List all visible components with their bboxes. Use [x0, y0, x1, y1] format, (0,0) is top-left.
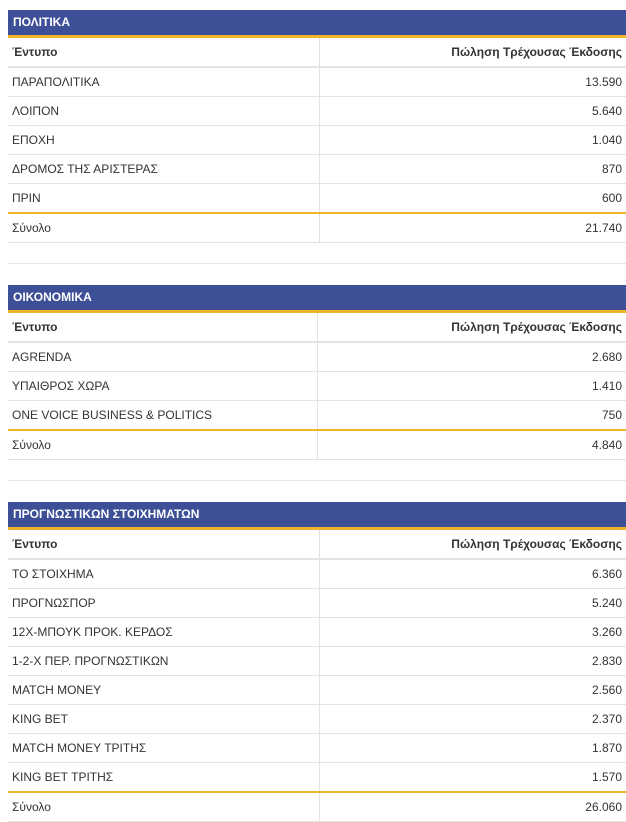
row-name: ΕΠΟΧΗ	[8, 126, 319, 155]
section-title: ΠΟΛΙΤΙΚΑ	[8, 10, 626, 38]
row-name: ONE VOICE BUSINESS & POLITICS	[8, 401, 317, 431]
total-row	[8, 430, 626, 460]
column-header-sales: Πώληση Τρέχουσας Έκδοσης	[319, 530, 626, 559]
section-politika	[8, 10, 626, 243]
row-value: 1.040	[319, 126, 626, 155]
row-name: KING BET ΤΡΙΤΗΣ	[8, 763, 319, 793]
column-header-sales: Πώληση Τρέχουσας Έκδοσης	[317, 313, 626, 342]
table-row	[8, 67, 626, 97]
row-value: 600	[319, 184, 626, 214]
row-name: AGRENDA	[8, 342, 317, 372]
row-value: 2.370	[319, 705, 626, 734]
section-prognostika	[8, 502, 626, 822]
divider	[8, 480, 626, 481]
column-header-title: Έντυπο	[8, 313, 317, 342]
sales-table	[8, 38, 626, 243]
table-row	[8, 559, 626, 589]
table-row	[8, 401, 626, 431]
sales-table	[8, 313, 626, 460]
row-value: 3.260	[319, 618, 626, 647]
row-value: 2.680	[317, 342, 626, 372]
row-value: 870	[319, 155, 626, 184]
table-header-row	[8, 38, 626, 67]
total-label: Σύνολο	[8, 213, 319, 243]
row-value: 2.560	[319, 676, 626, 705]
table-header-row	[8, 530, 626, 559]
row-value: 1.870	[319, 734, 626, 763]
total-row	[8, 213, 626, 243]
row-value: 2.830	[319, 647, 626, 676]
total-label: Σύνολο	[8, 430, 317, 460]
row-name: 12Χ-ΜΠΟΥΚ ΠΡΟΚ. ΚΕΡΔΟΣ	[8, 618, 319, 647]
table-header-row	[8, 313, 626, 342]
column-header-title: Έντυπο	[8, 530, 319, 559]
total-value: 4.840	[317, 430, 626, 460]
table-row	[8, 763, 626, 793]
column-header-title: Έντυπο	[8, 38, 319, 67]
row-name: MATCH MONEY ΤΡΙΤΗΣ	[8, 734, 319, 763]
section-oikonomika	[8, 285, 626, 460]
sales-table	[8, 530, 626, 822]
table-row	[8, 734, 626, 763]
divider	[8, 263, 626, 264]
total-value: 26.060	[319, 792, 626, 822]
row-value: 1.410	[317, 372, 626, 401]
table-row	[8, 618, 626, 647]
table-row	[8, 184, 626, 214]
column-header-sales: Πώληση Τρέχουσας Έκδοσης	[319, 38, 626, 67]
table-row	[8, 342, 626, 372]
row-value: 5.240	[319, 589, 626, 618]
row-name: KING BET	[8, 705, 319, 734]
table-row	[8, 705, 626, 734]
row-name: ΔΡΟΜΟΣ ΤΗΣ ΑΡΙΣΤΕΡΑΣ	[8, 155, 319, 184]
table-row	[8, 647, 626, 676]
section-title: ΠΡΟΓΝΩΣΤΙΚΩΝ ΣΤΟΙΧΗΜΑΤΩΝ	[8, 502, 626, 530]
total-row	[8, 792, 626, 822]
table-row	[8, 589, 626, 618]
row-name: 1-2-Χ ΠΕΡ. ΠΡΟΓΝΩΣΤΙΚΩΝ	[8, 647, 319, 676]
row-value: 5.640	[319, 97, 626, 126]
table-row	[8, 155, 626, 184]
row-name: MATCH MONEY	[8, 676, 319, 705]
row-value: 13.590	[319, 67, 626, 97]
row-name: ΠΡΟΓΝΩΣΠΟΡ	[8, 589, 319, 618]
row-name: ΛΟΙΠΟΝ	[8, 97, 319, 126]
row-name: ΥΠΑΙΘΡΟΣ ΧΩΡΑ	[8, 372, 317, 401]
row-value: 6.360	[319, 559, 626, 589]
table-row	[8, 97, 626, 126]
row-name: ΤΟ ΣΤΟΙΧΗΜΑ	[8, 559, 319, 589]
table-row	[8, 126, 626, 155]
row-name: ΠΑΡΑΠΟΛΙΤΙΚΑ	[8, 67, 319, 97]
table-row	[8, 676, 626, 705]
row-value: 1.570	[319, 763, 626, 793]
section-title: ΟΙΚΟΝΟΜΙΚΑ	[8, 285, 626, 313]
table-row	[8, 372, 626, 401]
total-label: Σύνολο	[8, 792, 319, 822]
row-value: 750	[317, 401, 626, 431]
total-value: 21.740	[319, 213, 626, 243]
row-name: ΠΡΙΝ	[8, 184, 319, 214]
